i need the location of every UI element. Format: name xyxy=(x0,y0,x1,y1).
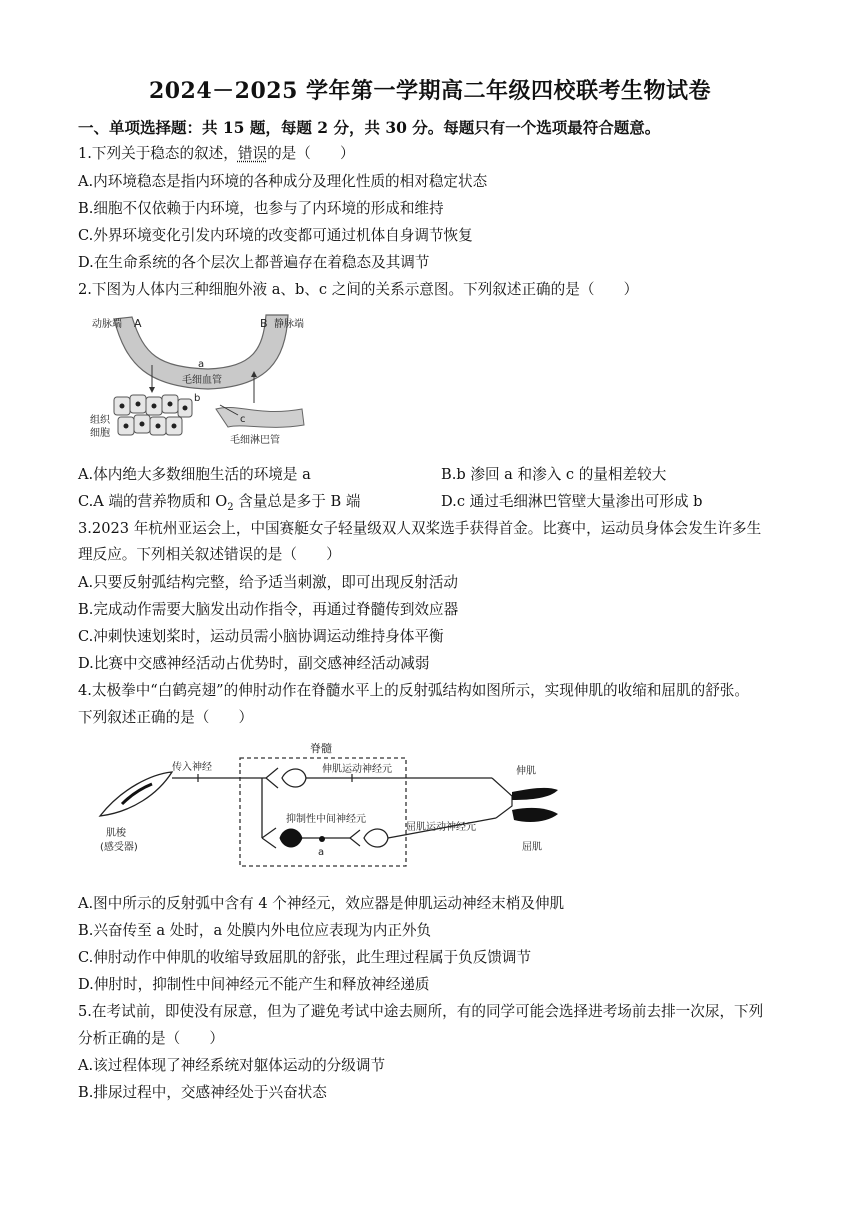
label-extensor-motor: 伸肌运动神经元 xyxy=(322,764,392,775)
label-tissue-2: 细胞 xyxy=(90,428,110,439)
label-vein: 静脉端 xyxy=(274,319,304,330)
q5-option-a: A.该过程体现了神经系统对躯体运动的分级调节 xyxy=(78,1057,386,1074)
label-A: A xyxy=(134,317,142,330)
q3-option-c: C.冲刺快速划桨时，运动员需小脑协调运动维持身体平衡 xyxy=(78,628,444,645)
q2-option-c-sub: 2 xyxy=(227,501,234,513)
section-heading: 一、单项选择题：共 15 题，每题 2 分，共 30 分。每题只有一个选项最符合题意。 xyxy=(78,118,661,137)
q3-option-d: D.比赛中交感神经活动占优势时，副交感神经活动减弱 xyxy=(78,655,430,672)
q4-option-d: D.伸肘时，抑制性中间神经元不能产生和释放神经递质 xyxy=(78,976,430,993)
q1-option-b: B.细胞不仅依赖于内环境，也参与了内环境的形成和维持 xyxy=(78,200,444,217)
q1-stem-pre: 1.下列关于稳态的叙述， xyxy=(78,145,238,162)
label-artery: 动脉端 xyxy=(92,319,122,330)
q4-stem-line1: 4.太极拳中“白鹤亮翅”的伸肘动作在脊髓水平上的反射弧结构如图所示，实现伸肌的收缩和屈肌的舒张。 xyxy=(78,682,749,699)
label-tissue-1: 组织 xyxy=(90,415,110,426)
q2-option-a: A.体内绝大多数细胞生活的环境是 a xyxy=(78,466,311,483)
label-c: c xyxy=(240,414,246,425)
label-spinal-cord: 脊髓 xyxy=(310,742,332,755)
q1-stem-emphasis: 错误 xyxy=(237,145,268,162)
q2-option-c-pre: C.A 端的营养物质和 O xyxy=(78,493,228,510)
q1-option-a: A.内环境稳态是指内环境的各种成分及理化性质的相对稳定状态 xyxy=(78,173,488,190)
q1-option-d: D.在生命系统的各个层次上都普遍存在着稳态及其调节 xyxy=(78,254,430,271)
q3-stem-line2: 理反应。下列相关叙述错误的是（ ） xyxy=(78,546,341,563)
label-a: a xyxy=(198,359,205,370)
label-a: a xyxy=(318,847,325,858)
q1-option-c: C.外界环境变化引发内环境的改变都可通过机体自身调节恢复 xyxy=(78,227,473,244)
q2-option-c-post: 含量总是多于 B 端 xyxy=(233,493,361,510)
label-extensor: 伸肌 xyxy=(516,766,536,777)
label-flexor: 屈肌 xyxy=(522,842,542,853)
q2-option-b: B.b 渗回 a 和渗入 c 的量相差较大 xyxy=(441,466,667,483)
label-lymph: 毛细淋巴管 xyxy=(230,435,280,446)
q4-option-b: B.兴奋传至 a 处时，a 处膜内外电位应表现为内正外负 xyxy=(78,922,432,939)
q3-option-b: B.完成动作需要大脑发出动作指令，再通过脊髓传到效应器 xyxy=(78,601,459,618)
q3-stem-line1: 3.2023 年杭州亚运会上，中国赛艇女子轻量级双人双桨选手获得首金。比赛中，运动员身体会发生许多生 xyxy=(78,520,762,537)
q2-stem: 2.下图为人体内三种细胞外液 a、b、c 之间的关系示意图。下列叙述正确的是（ ） xyxy=(78,281,639,298)
tissue-cells xyxy=(114,395,192,435)
label-spindle-1: 肌梭 xyxy=(106,828,126,839)
q3-option-a: A.只要反射弧结构完整，给予适当刺激，即可出现反射活动 xyxy=(78,574,459,591)
label-b: b xyxy=(194,393,201,404)
q4-option-a: A.图中所示的反射弧中含有 4 个神经元，效应器是伸肌运动神经末梢及伸肌 xyxy=(78,895,565,912)
q2-option-d: D.c 通过毛细淋巴管壁大量渗出可形成 b xyxy=(441,493,703,510)
label-afferent: 传入神经 xyxy=(172,762,212,773)
label-capillary: 毛细血管 xyxy=(182,375,222,386)
q5-stem-line2: 分析正确的是（ ） xyxy=(78,1030,224,1047)
label-spindle-2: (感受器) xyxy=(100,842,138,853)
q5-stem-line1: 5.在考试前，即使没有尿意，但为了避免考试中途去厕所，有的同学可能会选择进考场前去排一次尿，下列 xyxy=(78,1003,764,1020)
label-inhibitory: 抑制性中间神经元 xyxy=(286,814,366,825)
reflex-arc-diagram xyxy=(92,738,562,888)
q1-stem xyxy=(78,142,355,163)
label-B: B xyxy=(260,317,268,330)
extracellular-fluid-diagram xyxy=(88,305,338,455)
q1-stem-post: 的是（ ） xyxy=(267,145,355,162)
q2-option-c xyxy=(78,490,360,513)
q5-option-b: B.排尿过程中，交感神经处于兴奋状态 xyxy=(78,1084,327,1101)
q4-stem-line2: 下列叙述正确的是（ ） xyxy=(78,709,254,726)
label-flexor-motor: 屈肌运动神经元 xyxy=(406,822,476,833)
q4-option-c: C.伸肘动作中伸肌的收缩导致屈肌的舒张，此生理过程属于负反馈调节 xyxy=(78,949,532,966)
exam-title: 2024－2025 学年第一学期高二年级四校联考生物试卷 xyxy=(148,78,712,104)
